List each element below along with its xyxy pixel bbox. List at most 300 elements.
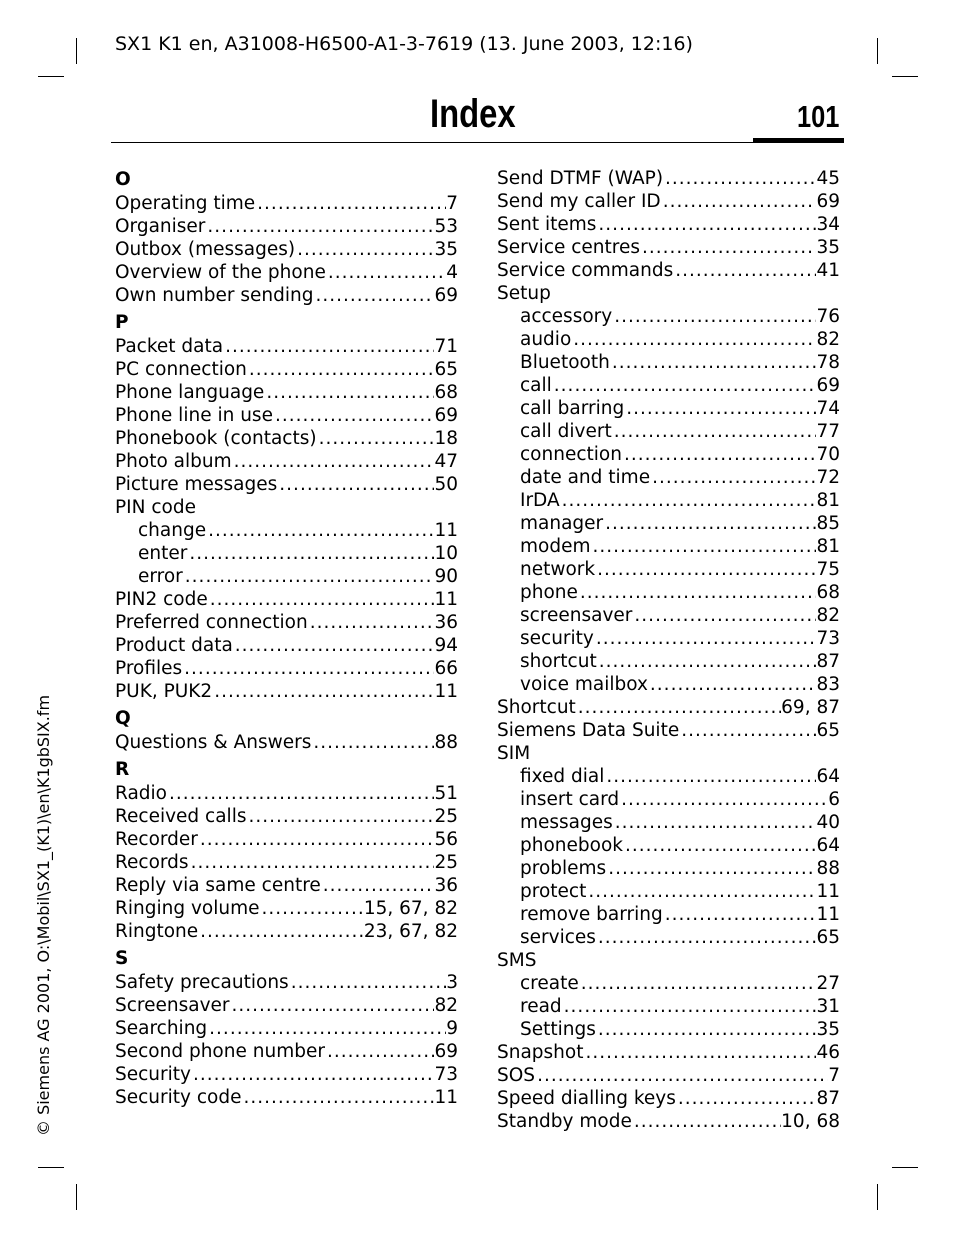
crop-mark — [877, 38, 878, 64]
entry-page: 88 — [816, 858, 840, 879]
entry-label: Phone line in use — [115, 405, 273, 426]
entry-label: Profiles — [115, 658, 183, 679]
entry-page: 94 — [434, 635, 458, 656]
entry-label: Sent items — [497, 214, 597, 235]
dot-leader — [167, 782, 434, 805]
dot-leader — [612, 420, 817, 443]
index-entry — [497, 719, 840, 742]
index-entry — [115, 192, 458, 215]
entry-label: Received calls — [115, 806, 247, 827]
entry-label: Own number sending — [115, 285, 314, 306]
index-letter-heading: S — [115, 948, 129, 969]
entry-label: Recorder — [115, 829, 198, 850]
entry-label: Second phone number — [115, 1041, 325, 1062]
entry-label: Phone language — [115, 382, 265, 403]
index-entry — [115, 1017, 458, 1040]
index-subentry — [497, 627, 840, 650]
entry-label: call divert — [520, 421, 612, 442]
entry-label: Speed dialling keys — [497, 1088, 676, 1109]
entry-page: 45 — [816, 168, 840, 189]
dot-leader — [679, 719, 816, 742]
entry-page: 4 — [446, 262, 458, 283]
dot-leader — [247, 358, 435, 381]
index-entry — [115, 611, 458, 634]
entry-label: Overview of the phone — [115, 262, 326, 283]
entry-page: 68 — [816, 582, 840, 603]
entry-label: Send DTMF (WAP) — [497, 168, 664, 189]
index-subentry — [497, 374, 840, 397]
entry-label: phonebook — [520, 835, 623, 856]
entry-label: Standby mode — [497, 1111, 632, 1132]
entry-page: 81 — [816, 490, 840, 511]
entry-label: Searching — [115, 1018, 208, 1039]
entry-page: 65 — [434, 359, 458, 380]
dot-leader — [640, 236, 816, 259]
entry-page: 78 — [816, 352, 840, 373]
entry-label: Shortcut — [497, 697, 576, 718]
index-subentry — [497, 857, 840, 880]
crop-mark — [38, 76, 64, 77]
dot-leader — [207, 1017, 446, 1040]
dot-leader — [596, 1018, 817, 1041]
crop-mark — [877, 1184, 878, 1210]
dot-leader — [597, 650, 817, 673]
dot-leader — [311, 731, 434, 754]
entry-page: 90 — [434, 566, 458, 587]
entry-label: phone — [520, 582, 578, 603]
crop-mark — [892, 76, 918, 77]
entry-page: 11 — [434, 520, 458, 541]
entry-page: 82 — [434, 995, 458, 1016]
index-entry — [497, 949, 840, 972]
dot-leader — [232, 450, 435, 473]
entry-label: PIN code — [115, 497, 196, 518]
entry-page: 69 — [434, 1041, 458, 1062]
index-entry — [115, 971, 458, 994]
index-subentry — [497, 903, 840, 926]
entry-label: protect — [520, 881, 587, 902]
crop-mark — [892, 1167, 918, 1168]
entry-page: 83 — [816, 674, 840, 695]
index-entry — [115, 215, 458, 238]
entry-page: 46 — [816, 1042, 840, 1063]
index-subentry — [497, 397, 840, 420]
dot-leader — [230, 994, 435, 1017]
entry-page: 35 — [434, 239, 458, 260]
index-entry — [115, 1040, 458, 1063]
dot-leader — [676, 1087, 817, 1110]
dot-leader — [295, 238, 434, 261]
entry-page: 23, 67, 82 — [363, 921, 458, 942]
dot-leader — [623, 834, 816, 857]
dot-leader — [596, 926, 817, 949]
dot-leader — [613, 811, 817, 834]
index-subentry — [497, 558, 840, 581]
index-entry — [115, 805, 458, 828]
index-subentry — [497, 581, 840, 604]
dot-leader — [308, 611, 435, 634]
entry-label: create — [520, 973, 579, 994]
entry-page: 75 — [816, 559, 840, 580]
dot-leader — [619, 788, 828, 811]
index-entry — [115, 358, 458, 381]
index-subentry — [497, 604, 840, 627]
dot-leader — [596, 213, 816, 236]
index-entry — [497, 696, 840, 719]
index-subentry — [497, 420, 840, 443]
index-subentry — [497, 305, 840, 328]
dot-leader — [206, 519, 434, 542]
entry-label: Screensaver — [115, 995, 230, 1016]
index-subentry — [497, 535, 840, 558]
entry-label: Radio — [115, 783, 167, 804]
header-rule — [111, 142, 844, 143]
entry-label: fixed dial — [520, 766, 605, 787]
entry-page: 73 — [816, 628, 840, 649]
index-entry — [115, 782, 458, 805]
entry-label: Phonebook (contacts) — [115, 428, 317, 449]
dot-leader — [189, 851, 435, 874]
index-entry — [115, 261, 458, 284]
entry-label: modem — [520, 536, 591, 557]
index-subentry — [497, 811, 840, 834]
index-entry — [115, 1063, 458, 1086]
entry-page: 47 — [434, 451, 458, 472]
entry-label: SIM — [497, 743, 531, 764]
dot-leader — [663, 903, 817, 926]
dot-leader — [603, 512, 816, 535]
entry-page: 85 — [816, 513, 840, 534]
entry-label: manager — [520, 513, 604, 534]
index-entry — [497, 1041, 840, 1064]
index-entry — [115, 920, 458, 943]
entry-label: Security code — [115, 1087, 242, 1108]
index-letter-heading: Q — [115, 708, 131, 729]
entry-page: 11 — [434, 681, 458, 702]
entry-page: 3 — [446, 972, 458, 993]
entry-page: 15, 67, 82 — [363, 898, 458, 919]
index-entry — [115, 657, 458, 680]
dot-leader — [571, 328, 816, 351]
entry-page: 76 — [816, 306, 840, 327]
dot-leader — [578, 581, 817, 604]
dot-leader — [562, 995, 817, 1018]
index-column-left — [115, 167, 458, 1109]
entry-label: Bluetooth — [520, 352, 610, 373]
index-entry — [115, 994, 458, 1017]
index-entry — [115, 828, 458, 851]
dot-leader — [673, 259, 816, 282]
dot-leader — [241, 1086, 434, 1109]
entry-page: 64 — [816, 766, 840, 787]
entry-label: Ringtone — [115, 921, 199, 942]
entry-label: Packet data — [115, 336, 224, 357]
index-subentry — [497, 788, 840, 811]
dot-leader — [326, 261, 446, 284]
entry-page: 82 — [816, 605, 840, 626]
crop-mark — [38, 1167, 64, 1168]
dot-leader — [612, 305, 816, 328]
dot-leader — [317, 427, 435, 450]
index-entry — [115, 238, 458, 261]
index-entry — [497, 1087, 840, 1110]
entry-page: 73 — [434, 1064, 458, 1085]
entry-label: insert card — [520, 789, 620, 810]
index-entry — [115, 381, 458, 404]
entry-page: 25 — [434, 806, 458, 827]
entry-label: screensaver — [520, 605, 633, 626]
entry-page: 6 — [828, 789, 840, 810]
index-subentry — [497, 765, 840, 788]
entry-label: Outbox (messages) — [115, 239, 296, 260]
entry-label: network — [520, 559, 596, 580]
index-entry — [115, 680, 458, 703]
dot-leader — [648, 673, 817, 696]
dot-leader — [273, 404, 435, 427]
dot-leader — [594, 627, 817, 650]
entry-page: 36 — [434, 612, 458, 633]
entry-page: 66 — [434, 658, 458, 679]
dot-leader — [604, 765, 816, 788]
index-subentry — [497, 1018, 840, 1041]
index-subentry — [497, 351, 840, 374]
entry-page: 77 — [816, 421, 840, 442]
dot-leader — [576, 696, 781, 719]
entry-page: 74 — [816, 398, 840, 419]
entry-label: Service centres — [497, 237, 641, 258]
entry-page: 82 — [816, 329, 840, 350]
dot-leader — [277, 473, 434, 496]
entry-label: services — [520, 927, 596, 948]
entry-page: 69 — [434, 405, 458, 426]
index-subentry — [115, 565, 458, 588]
entry-label: SMS — [497, 950, 537, 971]
entry-label: Photo album — [115, 451, 232, 472]
index-entry — [497, 213, 840, 236]
entry-page: 65 — [816, 720, 840, 741]
entry-label: Ringing volume — [115, 898, 260, 919]
entry-page: 41 — [816, 260, 840, 281]
dot-leader — [552, 374, 817, 397]
entry-page: 11 — [816, 904, 840, 925]
crop-mark — [76, 38, 77, 64]
entry-label: Questions & Answers — [115, 732, 312, 753]
index-subentry — [115, 519, 458, 542]
entry-page: 71 — [434, 336, 458, 357]
index-subentry — [497, 972, 840, 995]
entry-label: accessory — [520, 306, 613, 327]
entry-label: voice mailbox — [520, 674, 648, 695]
entry-page: 9 — [446, 1018, 458, 1039]
entry-label: Send my caller ID — [497, 191, 661, 212]
entry-page: 87 — [816, 651, 840, 672]
index-entry — [115, 496, 458, 519]
entry-page: 10, 68 — [781, 1111, 840, 1132]
entry-label: Snapshot — [497, 1042, 584, 1063]
index-entry — [115, 731, 458, 754]
entry-page: 56 — [434, 829, 458, 850]
entry-label: PUK, PUK2 — [115, 681, 213, 702]
index-letter-heading: P — [115, 312, 129, 333]
entry-page: 51 — [434, 783, 458, 804]
index-entry — [115, 634, 458, 657]
entry-page: 53 — [434, 216, 458, 237]
dot-leader — [255, 192, 446, 215]
dot-leader — [182, 657, 434, 680]
dot-leader — [264, 381, 434, 404]
entry-label: Picture messages — [115, 474, 278, 495]
entry-page: 69, 87 — [781, 697, 840, 718]
entry-label: problems — [520, 858, 607, 879]
dot-leader — [663, 167, 816, 190]
dot-leader — [579, 972, 817, 995]
entry-page: 68 — [434, 382, 458, 403]
index-entry — [115, 851, 458, 874]
index-subentry — [115, 542, 458, 565]
entry-page: 10 — [434, 543, 458, 564]
entry-label: Product data — [115, 635, 233, 656]
dot-leader — [325, 1040, 435, 1063]
entry-label: Organiser — [115, 216, 206, 237]
entry-label: shortcut — [520, 651, 597, 672]
dot-leader — [591, 535, 817, 558]
index-subentry — [497, 995, 840, 1018]
entry-label: PIN2 code — [115, 589, 208, 610]
index-entry — [115, 427, 458, 450]
entry-label: read — [520, 996, 562, 1017]
dot-leader — [586, 880, 816, 903]
page-number-bar — [753, 138, 844, 143]
dot-leader — [223, 335, 434, 358]
dot-leader — [198, 828, 435, 851]
entry-page: 69 — [816, 191, 840, 212]
page-title: Index — [430, 92, 516, 136]
entry-label: call — [520, 375, 552, 396]
entry-label: messages — [520, 812, 613, 833]
index-entry — [115, 588, 458, 611]
dot-leader — [212, 680, 434, 703]
entry-label: remove barring — [520, 904, 663, 925]
dot-leader — [205, 215, 434, 238]
index-subentry — [497, 673, 840, 696]
dot-leader — [595, 558, 816, 581]
entry-page: 31 — [816, 996, 840, 1017]
dot-leader — [560, 489, 817, 512]
index-entry — [497, 167, 840, 190]
index-entry — [497, 282, 840, 305]
entry-page: 88 — [434, 732, 458, 753]
index-entry — [497, 190, 840, 213]
entry-page: 69 — [434, 285, 458, 306]
index-subentry — [497, 650, 840, 673]
index-subentry — [497, 834, 840, 857]
entry-label: Service commands — [497, 260, 674, 281]
entry-page: 35 — [816, 237, 840, 258]
entry-page: 64 — [816, 835, 840, 856]
entry-page: 7 — [446, 193, 458, 214]
entry-page: 7 — [828, 1065, 840, 1086]
index-entry — [115, 284, 458, 307]
index-entry — [497, 236, 840, 259]
dot-leader — [208, 588, 435, 611]
entry-label: audio — [520, 329, 572, 350]
dot-leader — [321, 874, 435, 897]
dot-leader — [187, 542, 434, 565]
entry-page: 34 — [816, 214, 840, 235]
crop-mark — [76, 1184, 77, 1210]
dot-leader — [632, 1110, 781, 1133]
dot-leader — [233, 634, 435, 657]
entry-label: Settings — [520, 1019, 596, 1040]
index-entry — [115, 473, 458, 496]
dot-leader — [583, 1041, 816, 1064]
index-subentry — [497, 443, 840, 466]
entry-page: 70 — [816, 444, 840, 465]
entry-label: SOS — [497, 1065, 536, 1086]
entry-label: change — [138, 520, 207, 541]
index-entry — [497, 259, 840, 282]
entry-page: 40 — [816, 812, 840, 833]
page-number: 101 — [797, 99, 840, 134]
entry-page: 35 — [816, 1019, 840, 1040]
entry-page: 72 — [816, 467, 840, 488]
entry-label: PC connection — [115, 359, 247, 380]
document-header: SX1 K1 en, A31008-H6500-A1-3-7619 (13. June 2003, 12:16) — [115, 33, 693, 55]
entry-label: Security — [115, 1064, 191, 1085]
entry-label: Records — [115, 852, 189, 873]
entry-label: enter — [138, 543, 188, 564]
entry-page: 87 — [816, 1088, 840, 1109]
dot-leader — [606, 857, 816, 880]
dot-leader — [610, 351, 817, 374]
entry-label: Siemens Data Suite — [497, 720, 680, 741]
entry-label: Safety precautions — [115, 972, 289, 993]
dot-leader — [622, 443, 817, 466]
index-column-right — [497, 167, 840, 1133]
entry-label: Operating time — [115, 193, 256, 214]
dot-leader — [535, 1064, 828, 1087]
entry-page: 25 — [434, 852, 458, 873]
index-subentry — [497, 328, 840, 351]
index-subentry — [497, 926, 840, 949]
dot-leader — [183, 565, 435, 588]
entry-page: 11 — [816, 881, 840, 902]
dot-leader — [191, 1063, 434, 1086]
dot-leader — [260, 897, 364, 920]
entry-page: 36 — [434, 875, 458, 896]
index-letter-heading: O — [115, 169, 131, 190]
index-entry — [497, 1110, 840, 1133]
dot-leader — [289, 971, 447, 994]
index-subentry — [497, 512, 840, 535]
entry-page: 11 — [434, 1087, 458, 1108]
entry-label: security — [520, 628, 594, 649]
index-entry — [115, 335, 458, 358]
entry-page: 69 — [816, 375, 840, 396]
entry-label: Reply via same centre — [115, 875, 321, 896]
index-entry — [115, 897, 458, 920]
entry-page: 81 — [816, 536, 840, 557]
entry-label: error — [138, 566, 183, 587]
dot-leader — [650, 466, 816, 489]
copyright-sidebar: © Siemens AG 2001, O:\Mobil\SX1_(K1)\en\K1gbSIX.fm — [34, 694, 53, 1136]
index-entry — [115, 404, 458, 427]
index-entry — [115, 1086, 458, 1109]
dot-leader — [313, 284, 434, 307]
dot-leader — [624, 397, 816, 420]
entry-page: 50 — [434, 474, 458, 495]
dot-leader — [632, 604, 816, 627]
